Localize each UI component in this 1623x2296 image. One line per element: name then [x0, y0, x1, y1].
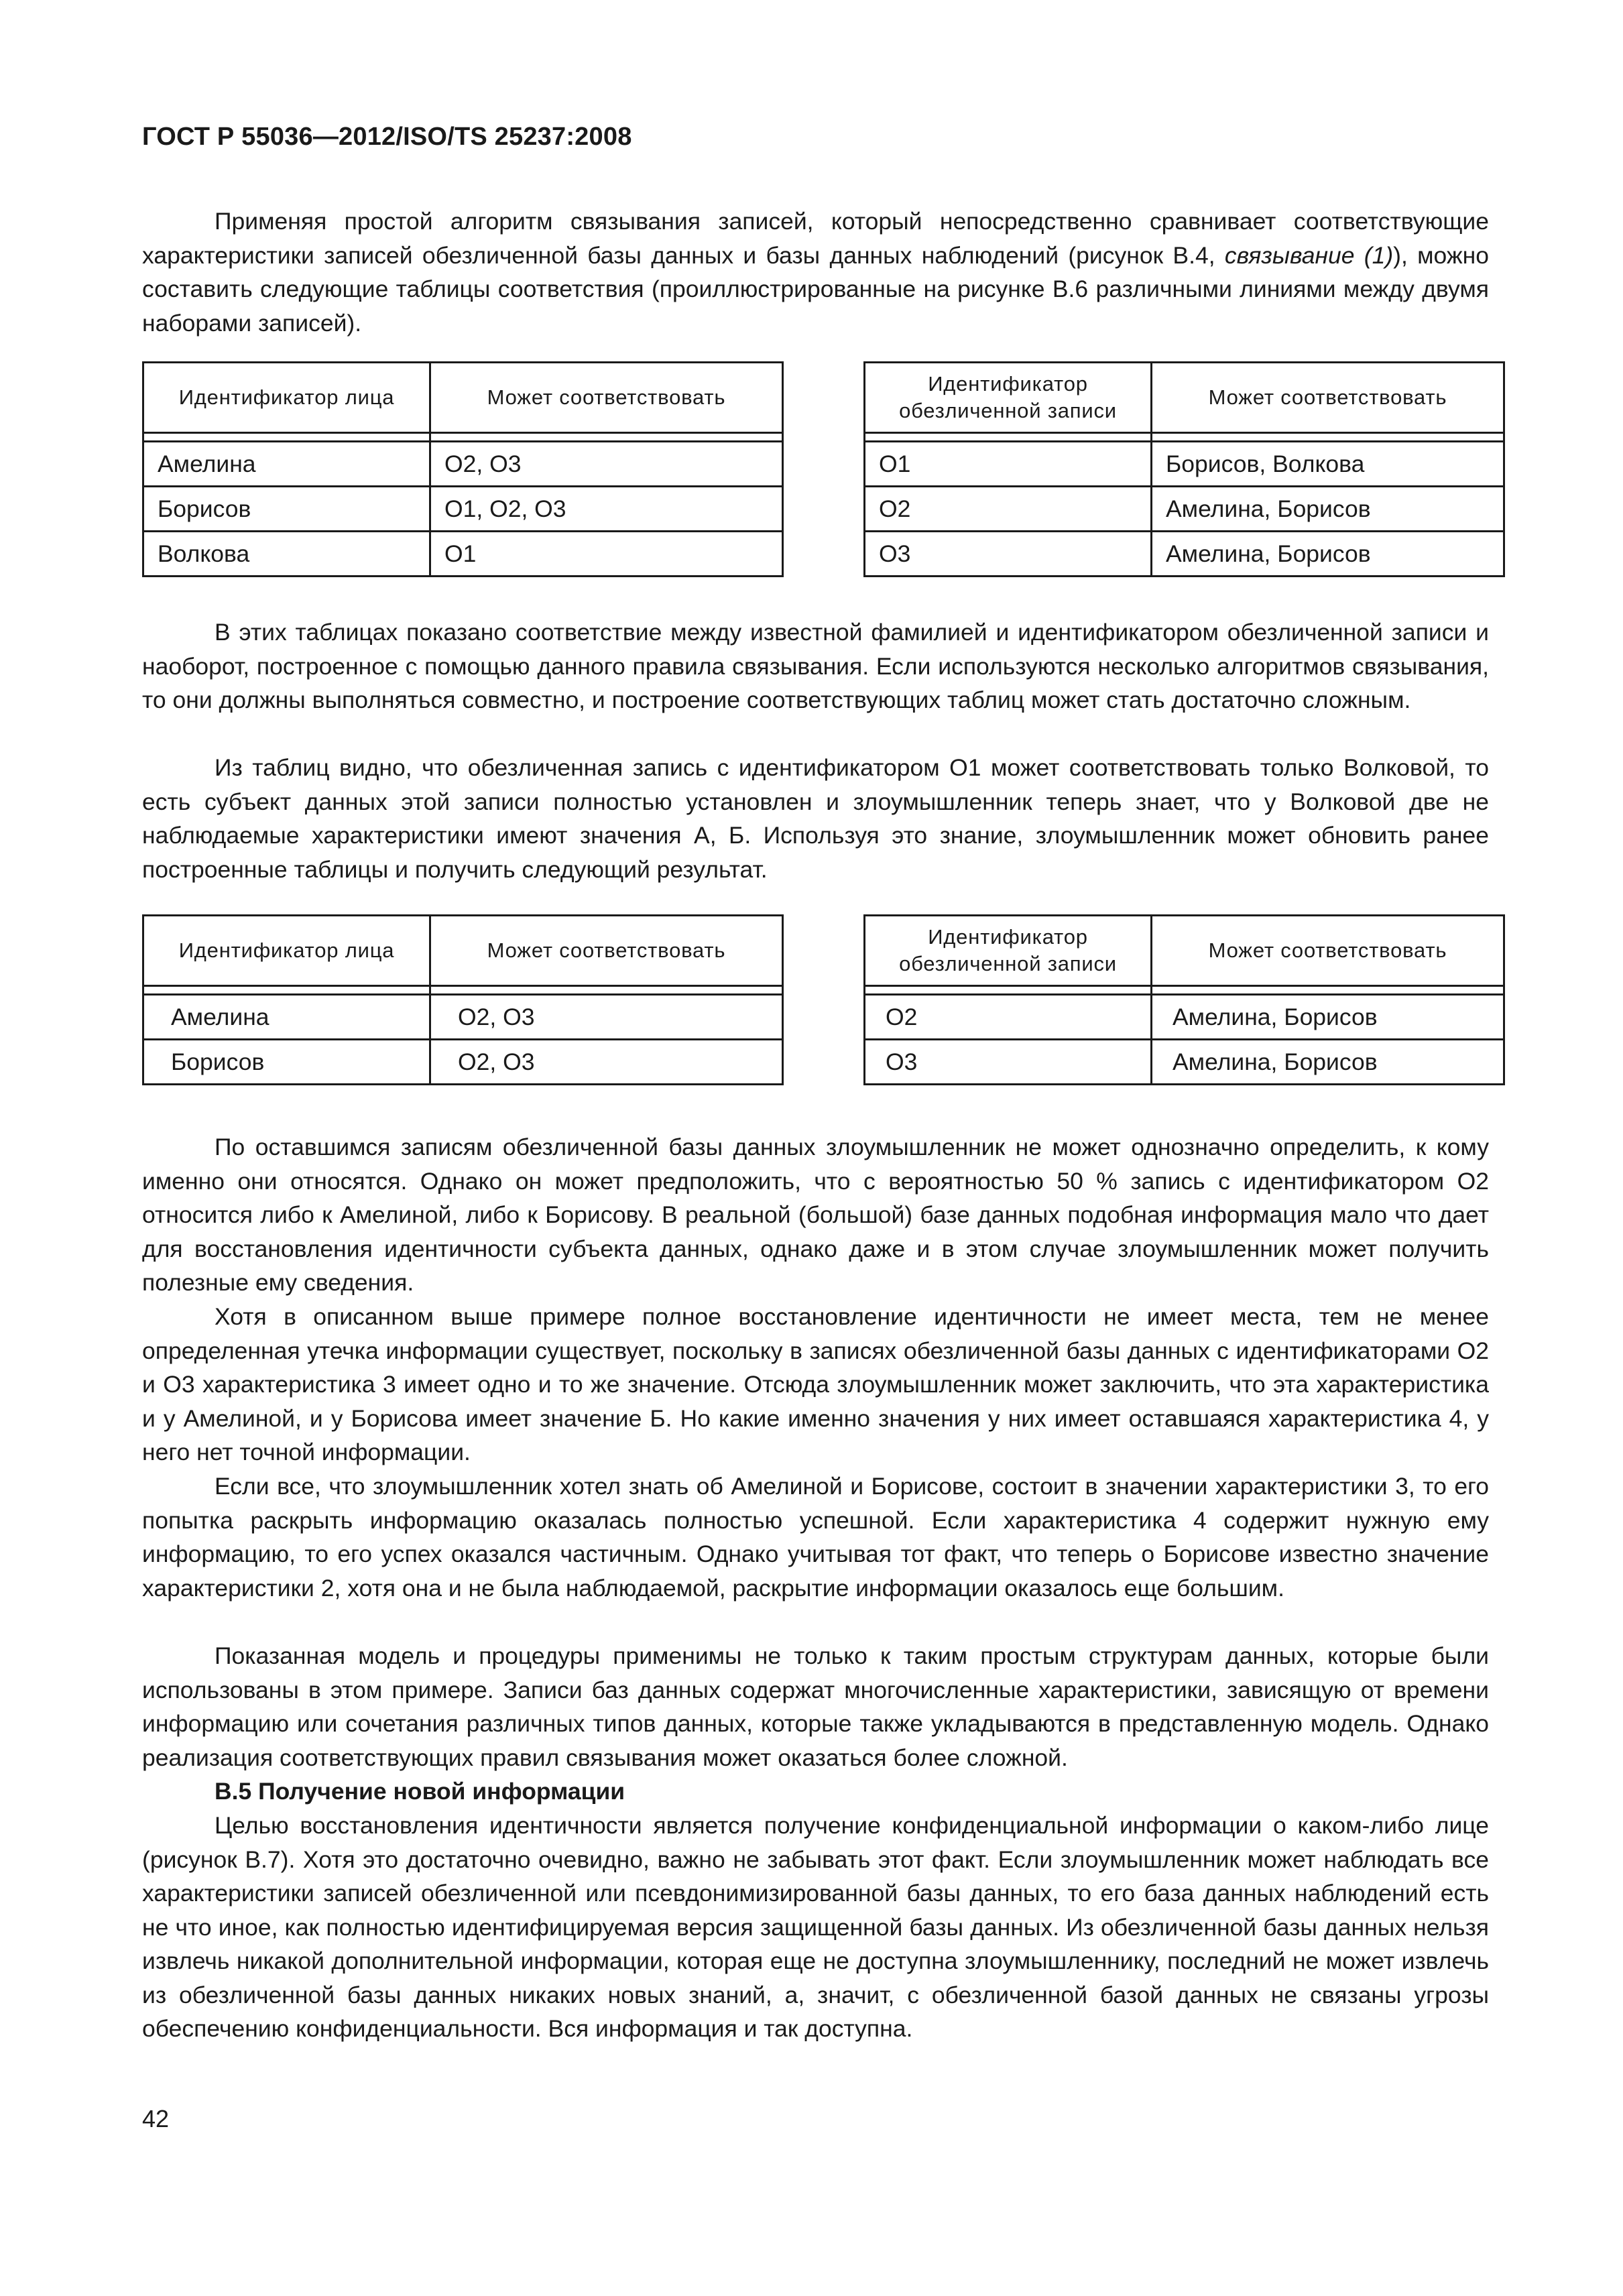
table-header-cell: Идентификатор лица: [143, 363, 430, 433]
table-row: [143, 995, 783, 1040]
table-person-to-record-1: [142, 361, 784, 577]
table-cell: О3: [865, 532, 1152, 577]
table-cell: Борисов: [143, 1040, 430, 1085]
table-cell: О3: [865, 1040, 1152, 1085]
table-header-cell: Может соответствовать: [430, 916, 783, 986]
table-cell: Борисов, Волкова: [1152, 442, 1504, 487]
table-row: [865, 1040, 1504, 1085]
table-cell: О2, О3: [430, 442, 783, 487]
table-cell: Амелина, Борисов: [1152, 995, 1504, 1040]
table-cell: О2, О3: [430, 995, 783, 1040]
table-row: [865, 995, 1504, 1040]
table-header-cell: Идентификатор обезличенной записи: [865, 916, 1152, 986]
table-cell: Амелина, Борисов: [1152, 487, 1504, 532]
table-cell: Амелина, Борисов: [1152, 532, 1504, 577]
paragraph-information-leak: Хотя в описанном выше примере полное восстановление идентичности не имеет места, тем не менее определенная утечка информации существует, поскольку в записях обезличенной базы данных с идентификаторами О2 и О3 характеристика 3 имеет одно и то же значение. Отсюда злоумышленник может заключить, что эта характеристика и у Амелиной, и у Борисова имеет значение Б. Но какие именно значения у них имеет оставшаяся характеристика 4, у него нет точной информации.: [142, 1303, 1489, 1465]
paragraph-model-applicability: Показанная модель и процедуры применимы не только к таким простым структурам данных, которые были использованы в этом примере. Записи баз данных содержат многочисленные характеристики, зависящую от времени информацию или сочетания различных типов данных, которые также укладываются в представленную модель. Однако реализация соответствующих правил связывания может оказаться более сложной.: [142, 1642, 1489, 1771]
table-row: [143, 487, 783, 532]
paragraph-tables-conclusion: Из таблиц видно, что обезличенная запись с идентификатором О1 может соответствовать только Волковой, то есть субъект данных этой записи полностью установлен и злоумышленник теперь знает, что у Волковой две не наблюдаемые характеристики имеют значения А, Б. Используя это знание, злоумышленник может обновить ранее построенные таблицы и получить следующий результат.: [142, 754, 1489, 883]
table-cell: О1: [865, 442, 1152, 487]
paragraph-intro-text-before: Применяя простой алгоритм связывания записей, который непосредственно сравнивает соответствующие характеристики записей обезличенной базы данных и базы данных наблюдений (рисунок В.4,: [142, 208, 1489, 269]
table-person-to-record-2: [142, 914, 784, 1085]
paragraph-intro-italic: связывание (1): [1224, 241, 1394, 269]
table-cell: Борисов: [143, 487, 430, 532]
table-record-to-person-2: [863, 914, 1505, 1085]
section-heading: В.5 Получение новой информации: [215, 1778, 625, 1805]
paragraph-intro: [142, 204, 1489, 340]
table-header-cell: Может соответствовать: [1152, 363, 1504, 433]
table-cell: О2: [865, 995, 1152, 1040]
paragraph-remaining-records: По оставшимся записям обезличенной базы данных злоумышленник не может однозначно определить, к кому именно они относятся. Однако он может предположить, что с вероятностью 50 % запись с идентификатором О2 относится либо к Амелиной, либо к Борисову. В реальной (большой) базе данных подобная информация мало что дает для восстановления идентичности субъекта данных, однако даже и в этом случае злоумышленник может получить полезные ему сведения.: [142, 1134, 1489, 1296]
paragraph-disclosure-success: Если все, что злоумышленник хотел знать об Амелиной и Борисове, состоит в значении характеристики 3, то его попытка раскрыть информацию оказалась полностью успешной. Если характеристика 4 содержит нужную ему информацию, то его успех оказался частичным. Однако учитывая тот факт, что теперь о Борисове известно значение характеристики 2, хотя она и не была наблюдаемой, раскрытие информации оказалось еще большим.: [142, 1473, 1489, 1602]
table-row: [143, 442, 783, 487]
table-header-cell: Может соответствовать: [1152, 916, 1504, 986]
table-cell: Амелина: [143, 995, 430, 1040]
table-cell: Амелина: [143, 442, 430, 487]
table-cell: Амелина, Борисов: [1152, 1040, 1504, 1085]
table-header-cell: Идентификатор обезличенной записи: [865, 363, 1152, 433]
table-header-cell: Может соответствовать: [430, 363, 783, 433]
paragraph-new-information: Целью восстановления идентичности является получение конфиденциальной информации о каком-либо лице (рисунок В.7). Хотя это достаточно очевидно, важно не забывать этот факт. Если злоумышленник может наблюдать все характеристики записей обезличенной или псевдонимизированной базы данных, то его база данных наблюдений есть не что иное, как полностью идентифицируемая версия защищенной базы данных. Из обезличенной базы данных нельзя извлечь никакой дополнительной информации, которая еще не доступна злоумышленнику, последний не может извлечь из обезличенной базы данных никаких новых знаний, а, значит, с обезличенной базой данных не связаны угрозы обеспечению конфиденциальности. Вся информация и так доступна.: [142, 1812, 1489, 2042]
table-cell: О1, О2, О3: [430, 487, 783, 532]
table-row: [143, 532, 783, 577]
table-record-to-person-1: [863, 361, 1505, 577]
table-cell: О2, О3: [430, 1040, 783, 1085]
table-row: [865, 487, 1504, 532]
table-cell: О1: [430, 532, 783, 577]
table-row: [865, 442, 1504, 487]
paragraph-tables-explanation: В этих таблицах показано соответствие между известной фамилией и идентификатором обезличенной записи и наоборот, построенное с помощью данного правила связывания. Если используются несколько алгоритмов связывания, то они должны выполняться совместно, и построение соответствующих таблиц может стать достаточно сложным.: [142, 619, 1489, 713]
table-row: [143, 1040, 783, 1085]
table-cell: О2: [865, 487, 1152, 532]
table-header-cell: Идентификатор лица: [143, 916, 430, 986]
table-cell: Волкова: [143, 532, 430, 577]
table-row: [865, 532, 1504, 577]
page-number: 42: [142, 2105, 170, 2132]
document-header: ГОСТ Р 55036—2012/ISO/TS 25237:2008: [142, 123, 632, 151]
paragraph-intro-text-after: ), можно составить следующие таблицы соответствия (проиллюстрированные на рисунке В.6 различными линиями между двумя наборами записей).: [142, 241, 1489, 337]
